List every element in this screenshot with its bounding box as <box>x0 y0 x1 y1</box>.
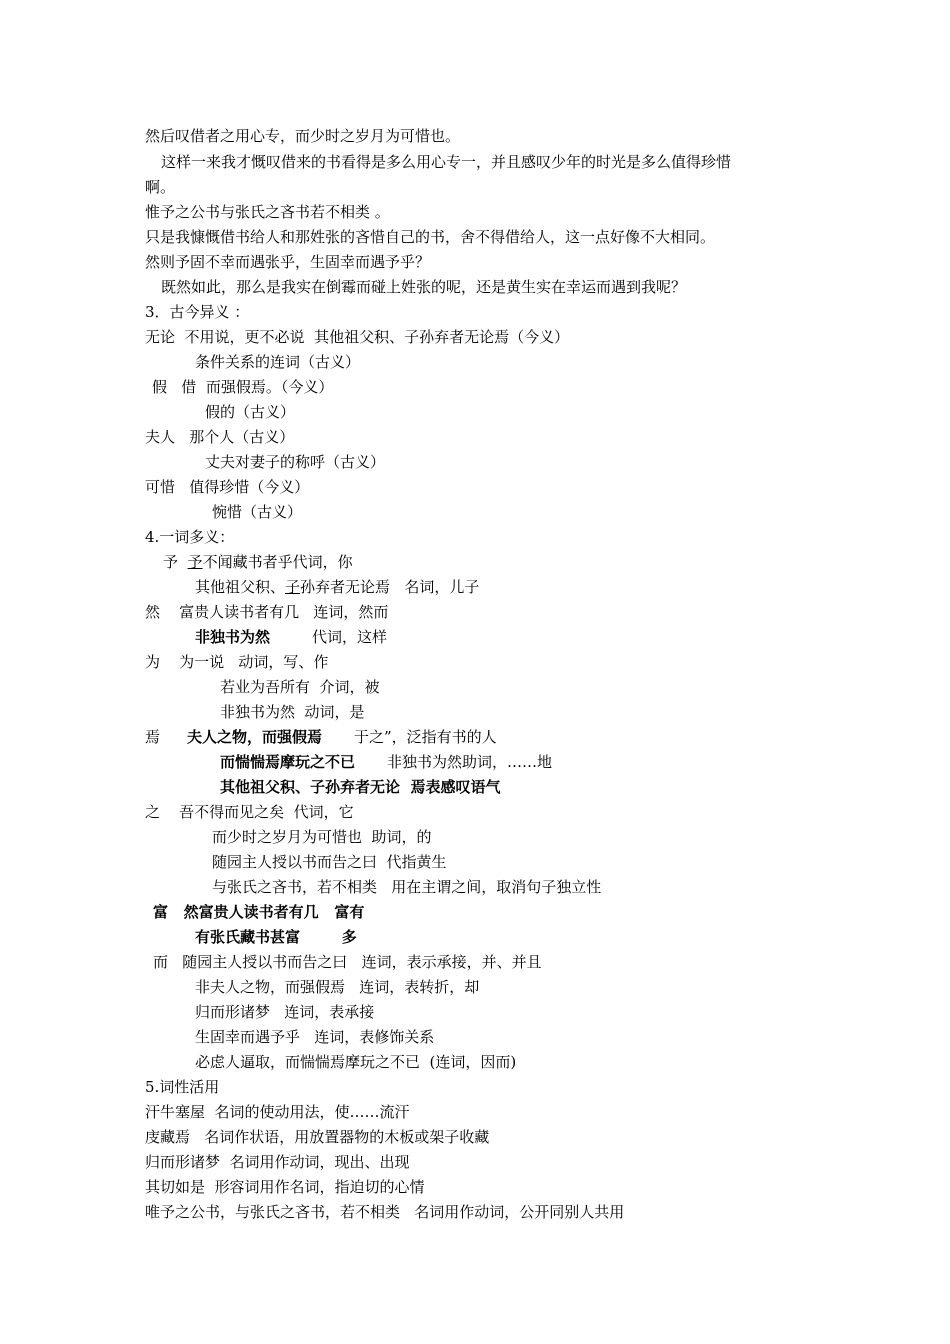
bold-text: 富 然富贵人读书者有几 富有 <box>153 903 365 921</box>
text-line: 代词，这样 <box>312 628 388 646</box>
text-line: 为 为一说 动词，写、作 <box>145 653 329 671</box>
text-segment: 孙弃者无论焉 名词，儿子 <box>300 578 480 596</box>
text-line <box>195 577 479 597</box>
text-line: 之 吾不得而见之矣 代词，它 <box>145 803 354 821</box>
text-line: 归而形诸梦 连词，表承接 <box>195 1003 375 1021</box>
text-line: 唯予之公书，与张氏之吝书，若不相类 名词用作动词，公开同别人共用 <box>145 1203 625 1221</box>
underlined-term: 子 <box>285 578 301 596</box>
term-word: 予 <box>163 553 188 571</box>
text-line: 惟予之公书与张氏之吝书若不相类 。 <box>145 203 390 221</box>
text-line: 生固幸而遇予乎 连词，表修饰关系 <box>195 1028 435 1046</box>
text-line: 非独书为然 动词，是 <box>220 703 365 721</box>
bold-text: 非独书为然 <box>195 628 271 646</box>
text-line <box>163 552 353 572</box>
text-line: 然 富贵人读书者有几 连词，然而 <box>145 603 389 621</box>
text-line: 啊。 <box>145 178 176 196</box>
text-segment: 其他祖父积、 <box>195 578 286 596</box>
text-line: 假的（古义） <box>205 403 296 421</box>
text-line: 可惜 值得珍惜（今义） <box>145 478 310 496</box>
text-line: 而少时之岁月为可惜也 助词，的 <box>212 828 432 846</box>
bold-text: 而惴惴焉摩玩之不已 <box>220 753 356 771</box>
underlined-term: 予 <box>187 553 203 571</box>
text-line: 这样一来我才慨叹借来的书看得是多么用心专一，并且感叹少年的时光是多么值得珍惜 <box>161 153 732 171</box>
text-line: 夫人 那个人（古义） <box>145 428 295 446</box>
text-segment: 不闻藏书者乎代词，你 <box>202 553 353 571</box>
bold-text: 有张氏藏书甚富 多 <box>195 928 357 946</box>
bold-text: 夫人之物，而强假焉 <box>187 728 323 746</box>
text-line: 庋藏焉 名词作状语，用放置器物的木板或架子收藏 <box>145 1128 490 1146</box>
text-line: 而 随园主人授以书而告之曰 连词，表示承接，并、并且 <box>153 953 542 971</box>
text-line: 与张氏之吝书，若不相类 用在主谓之间，取消句子独立性 <box>212 878 602 896</box>
text-line: 焉 <box>145 728 161 746</box>
section-heading: 3．古今异义 ： <box>145 303 250 321</box>
text-line: 于之”，泛指有书的人 <box>354 728 497 746</box>
text-line: 其切如是 形容词用作名词，指迫切的心情 <box>145 1178 425 1196</box>
text-line: 随园主人授以书而告之曰 代指黄生 <box>212 853 447 871</box>
text-line: 然则予固不幸而遇张乎，生固幸而遇予乎？ <box>145 253 431 271</box>
text-line: 然后叹借者之用心专，而少时之岁月为可惜也。 <box>145 127 461 145</box>
section-heading: 4.一词多义： <box>145 528 235 546</box>
text-line: 条件关系的连词（古义） <box>195 353 361 371</box>
text-line: 若业为吾所有 介词，被 <box>220 678 380 696</box>
text-line: 惋惜（古义） <box>212 503 303 521</box>
text-line: 汗牛塞屋 名词的使动用法，使……流汗 <box>145 1103 410 1121</box>
text-line: 归而形诸梦 名词用作动词，现出、出现 <box>145 1153 410 1171</box>
text-line: 必虑人逼取，而惴惴焉摩玩之不已 (连词，因而) <box>195 1053 517 1071</box>
text-line: 丈夫对妻子的称呼（古义） <box>205 453 386 471</box>
text-line: 无论 不用说，更不必说 其他祖父积、子孙弃者无论焉（今义） <box>145 328 570 346</box>
section-heading: 5.词性活用 <box>145 1078 220 1096</box>
text-line: 非独书为然助词，……地 <box>387 753 553 771</box>
text-line: 既然如此，那么是我实在倒霉而碰上姓张的呢，还是黄生实在幸运而遇到我呢？ <box>161 278 687 296</box>
text-line: 假 借 而强假焉。（今义） <box>152 378 334 396</box>
bold-text: 其他祖父积、子孙弃者无论 焉表感叹语气 <box>220 778 501 796</box>
text-line: 非夫人之物，而强假焉 连词，表转折，却 <box>195 978 480 996</box>
text-line: 只是我慷慨借书给人和那姓张的吝惜自己的书，舍不得借给人，这一点好像不大相同。 <box>145 228 716 246</box>
